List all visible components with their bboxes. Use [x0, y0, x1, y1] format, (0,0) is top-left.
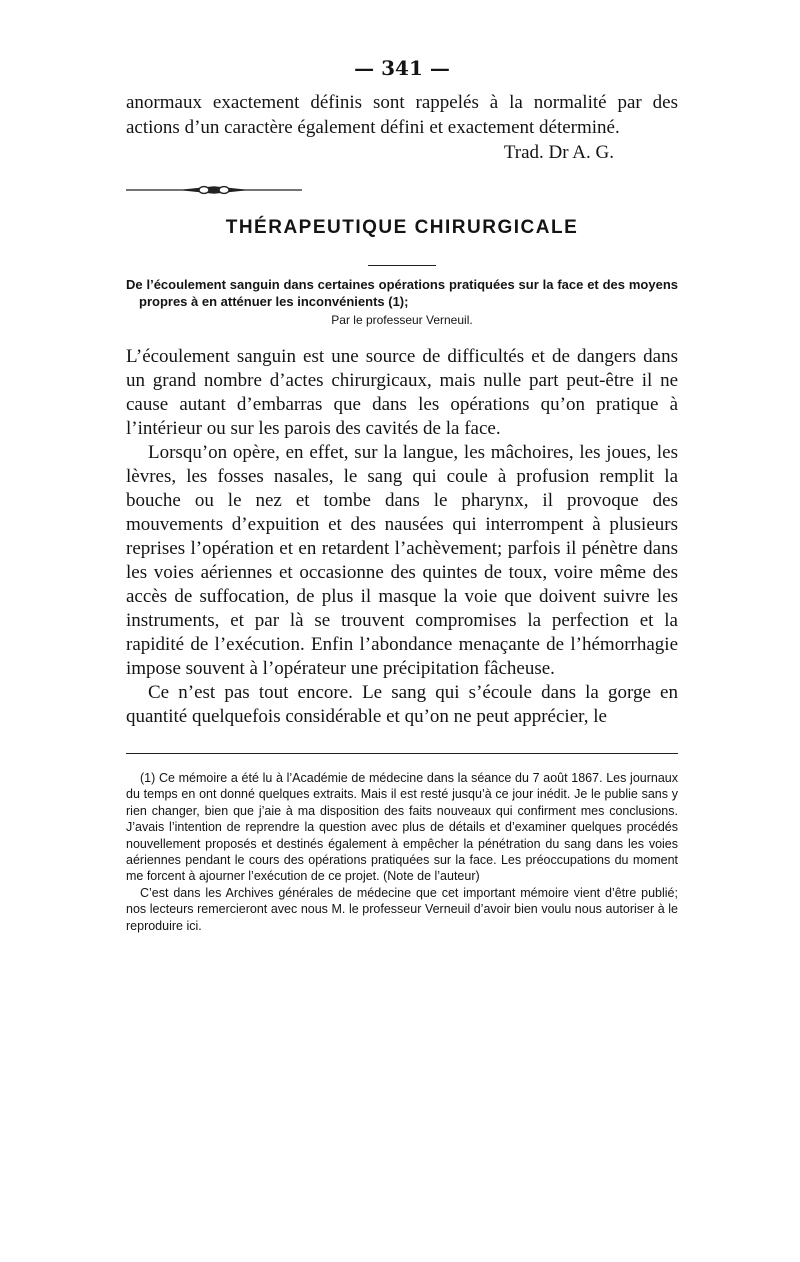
body-paragraph: Lorsqu’on opère, en effet, sur la langue, les mâchoires, les joues, les lèvres, les fosses nasales, le sang qui coule à profusion remplit la bouche ou le nez et tombe dans le pharynx, il provoque des mouvements d’expuition et des nausées qui interrompent à plusieurs reprises l’opération et en retardent l’achèvement; parfois il pénètre dans les voies aériennes et occasionne des quintes de toux, voire même des accès de suffocation, de plus il masque la voie que doivent suivre les instruments, et par là se trouvent compromises la perfection et la rapidité de l’exécution. Enfin l’abondance menaçante de l’hémorrhagie impose souvent à l’opérateur une précipitation fâcheuse.: [126, 442, 678, 679]
page-number: — 341 —: [354, 56, 450, 80]
section-title: THÉRAPEUTIQUE CHIRURGICALE: [225, 217, 579, 238]
previous-article-ending: anormaux exactement définis sont rappelés à la normalité par des actions d’un caractère également défini et exactement déterminé.: [126, 92, 678, 138]
article-title: De l’écoulement sanguin dans certaines opérations pratiquées sur la face et des moyens propres à en atténuer les inconvénients (1);: [126, 277, 678, 309]
article-body: [126, 345, 678, 729]
footnote-separator: [126, 753, 678, 754]
body-paragraph: L’écoulement sanguin est une source de difficultés et de dangers dans un grand nombre d’actes chirurgicaux, mais nulle part peut-être il ne cause autant d’embarras que dans les opérations qu’on pratique à l’intérieur ou sur les parois des cavités de la face.: [126, 346, 678, 439]
title-rule: [368, 265, 436, 266]
body-paragraph: Ce n’est pas tout encore. Le sang qui s’écoule dans la gorge en quantité quelquefois considérable et qu’on ne peut apprécier, le: [126, 682, 678, 727]
footnote: (1) Ce mémoire a été lu à l’Académie de médecine dans la séance du 7 août 1867. Les journaux du temps en ont donné quelques extraits. Mais il est resté jusqu’à ce jour inédit. Je le publie sans y rien changer, bien que j’aie à ma disposition des faits nouveaux qui confirment mes conclusions. J’avais l’intention de reprendre la question avec plus de détails et d’examiner quelques procédés nouvellement proposés et destinés également à empêcher la pénétration du sang dans les voies aériennes pendant le cours des opérations pratiquées sur la face. Les préoccupations du moment me forcent à ajourner l’exécution de ce projet. (Note de l’auteur): [126, 771, 678, 884]
translator-signature: Trad. Dr A. G.: [503, 142, 614, 163]
footnote: C’est dans les Archives générales de médecine que cet important mémoire vient d’être publié; nos lecteurs remercieront avec nous M. le professeur Verneuil d’avoir bien voulu nous autoriser à le reproduire ici.: [126, 885, 678, 933]
article-author: Par le professeur Verneuil.: [331, 313, 473, 327]
footnotes: [126, 770, 678, 934]
book-page: [126, 56, 678, 934]
ornamental-divider-icon: [126, 183, 302, 197]
